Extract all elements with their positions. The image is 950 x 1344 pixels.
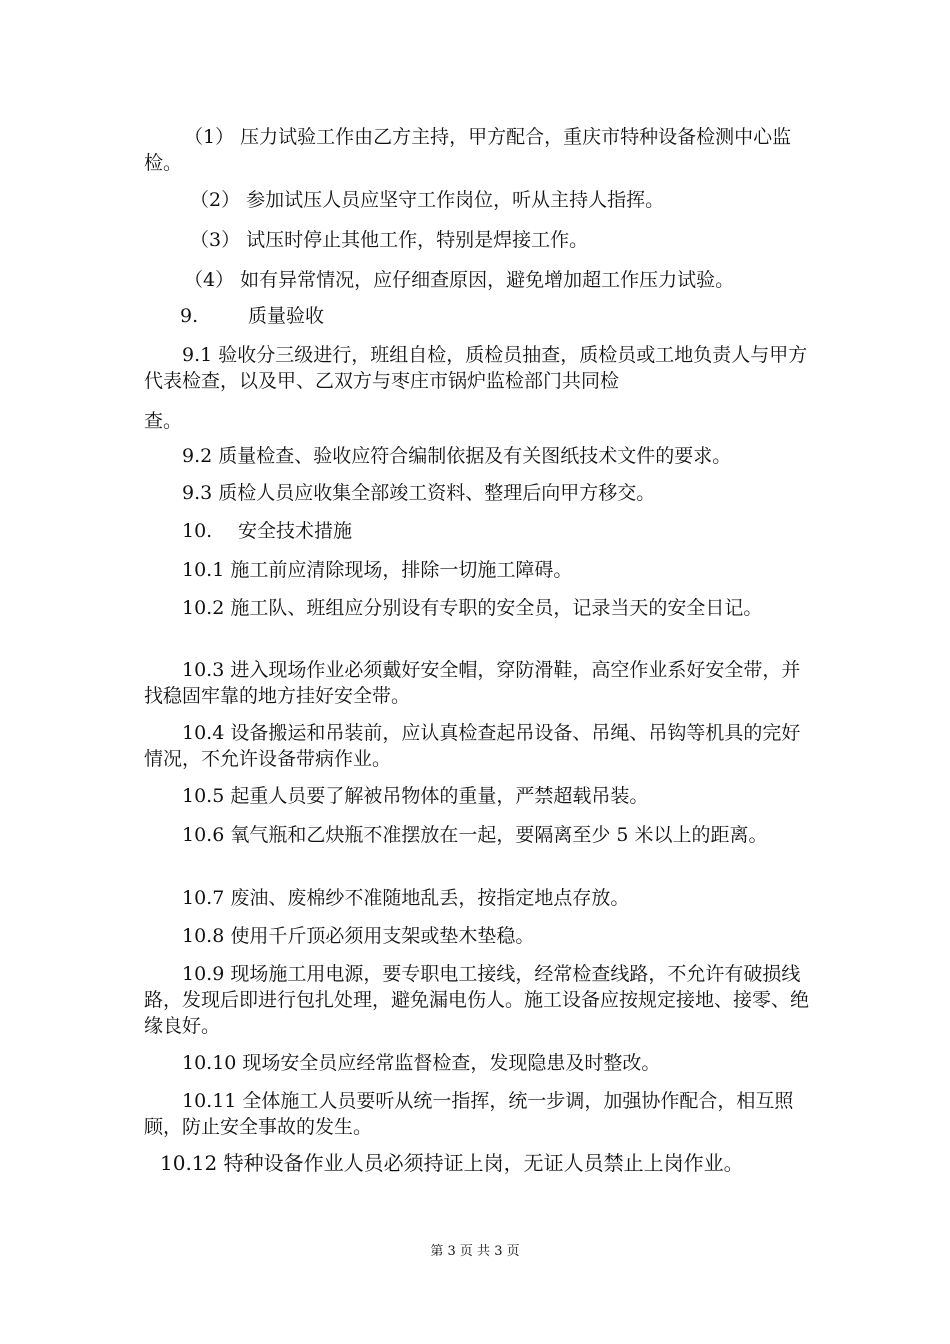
paragraph-9-2: 9.2 质量检查、验收应符合编制依据及有关图纸技术文件的要求。	[182, 445, 732, 467]
section-number: 9.	[180, 305, 199, 327]
section-heading-safety-measures	[182, 518, 852, 544]
paragraph-10-1: 10.1 施工前应清除现场，排除一切施工障碍。	[182, 559, 573, 581]
paragraph-pressure-test-host: （1） 压力试验工作由乙方主持，甲方配合，重庆市特种设备检测中心监检。	[144, 126, 792, 174]
section-number: 10.	[182, 520, 213, 542]
paragraph-10-6: 10.6 氧气瓶和乙炔瓶不准摆放在一起，要隔离至少 5 米以上的距离。	[182, 824, 768, 846]
paragraph-10-10: 10.10 现场安全员应经常监督检查，发现隐患及时整改。	[182, 1052, 661, 1074]
paragraph-10-9: 10.9 现场施工用电源，要专职电工接线，经常检查线路，不允许有破损线路，发现后即进行包扎处理，避免漏电伤人。施工设备应按规定接地、接零、绝缘良好。	[144, 963, 810, 1037]
paragraph-10-7: 10.7 废油、废棉纱不准随地乱丢，按指定地点存放。	[182, 887, 630, 909]
paragraph-10-5: 10.5 起重人员要了解被吊物体的重量，严禁超载吊装。	[182, 785, 649, 807]
paragraph-pressure-test-staff: （2） 参加试压人员应坚守工作岗位，听从主持人指挥。	[190, 189, 665, 211]
paragraph-10-4: 10.4 设备搬运和吊装前，应认真检查起吊设备、吊绳、吊钩等机具的完好情况，不允许设备带病作业。	[144, 722, 801, 770]
paragraph-10-2: 10.2 施工队、班组应分别设有专职的安全员，记录当天的安全日记。	[182, 597, 763, 619]
paragraph-9-1-main: 9.1 验收分三级进行，班组自检，质检员抽查，质检员或工地负责人与甲方代表检查，以及甲、乙双方与枣庄市锅炉监检部门共同检	[144, 344, 808, 392]
paragraph-9-3: 9.3 质检人员应收集全部竣工资料、整理后向甲方移交。	[182, 482, 656, 504]
paragraph-9-1	[144, 342, 814, 434]
paragraph-pressure-test-stop-work: （3） 试压时停止其他工作，特别是焊接工作。	[190, 229, 589, 251]
page-footer: 第 3 页 共 3 页	[430, 1244, 520, 1259]
paragraph-pressure-test-abnormal: （4） 如有异常情况，应仔细查原因，避免增加超工作压力试验。	[184, 269, 735, 291]
section-heading-quality-acceptance	[180, 303, 850, 329]
section-title: 质量验收	[248, 305, 325, 327]
paragraph-10-8: 10.8 使用千斤顶必须用支架或垫木垫稳。	[182, 925, 535, 947]
paragraph-10-3: 10.3 进入现场作业必须戴好安全帽，穿防滑鞋，高空作业系好安全带，并找稳固牢靠的地方挂好安全带。	[144, 659, 801, 707]
paragraph-10-11: 10.11 全体施工人员要听从统一指挥，统一步调，加强协作配合，相互照顾，防止安全事故的发生。	[144, 1090, 794, 1138]
paragraph-10-12: 10.12 特种设备作业人员必须持证上岗，无证人员禁止上岗作业。	[160, 1151, 744, 1175]
paragraph-9-1-last: 查。	[144, 410, 183, 432]
section-title: 安全技术措施	[238, 520, 353, 542]
